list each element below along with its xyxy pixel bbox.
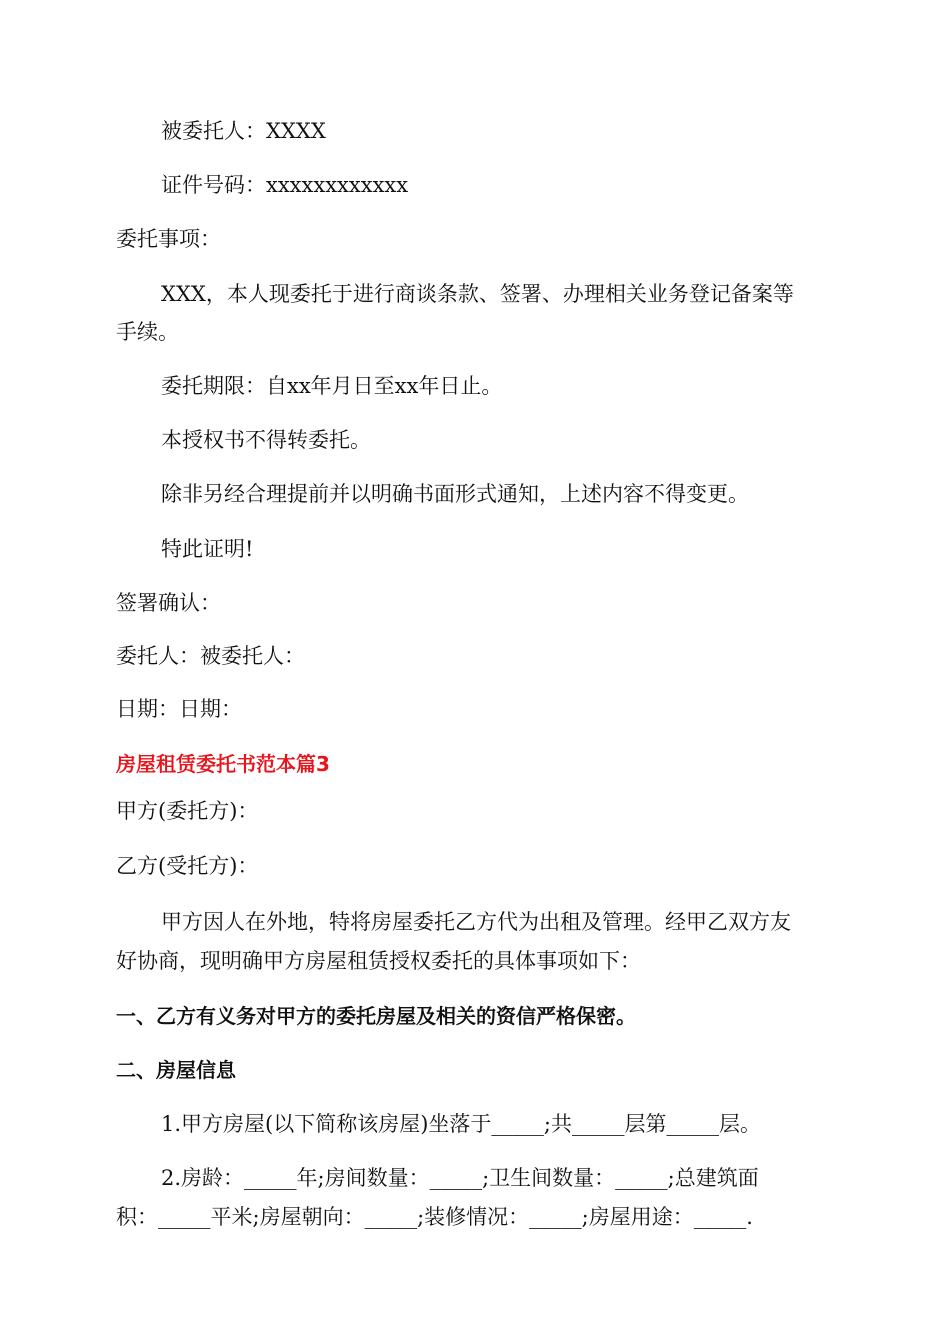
item-1: 1.甲方房屋(以下简称该房屋)坐落于_____;共_____层第_____层。 <box>161 1112 761 1136</box>
matters-line-2: 手续。 <box>116 320 179 344</box>
id-number-line: 证件号码：xxxxxxxxxxxx <box>161 173 409 197</box>
clause-1: 一、乙方有义务对甲方的委托房屋及相关的资信严格保密。 <box>116 1004 636 1028</box>
section-heading: 房屋租赁委托书范本篇3 <box>116 752 330 776</box>
no-transfer-line: 本授权书不得转委托。 <box>161 428 371 452</box>
item-2-line-2: 积：_____平米;房屋朝向：_____;装修情况：_____;房屋用途：_____. <box>116 1205 753 1229</box>
period-line: 委托期限：自xx年月日至xx年日止。 <box>161 374 503 398</box>
change-line: 除非另经合理提前并以明确书面形式通知，上述内容不得变更。 <box>161 482 749 506</box>
intro-line-1: 甲方因人在外地，特将房屋委托乙方代为出租及管理。经甲乙双方友 <box>161 910 791 934</box>
clause-2: 二、房屋信息 <box>116 1058 236 1082</box>
party-a-line: 甲方(委托方)： <box>116 799 259 823</box>
certify-line: 特此证明! <box>161 537 254 561</box>
date-line: 日期：日期： <box>116 697 242 721</box>
matters-line-1: XXX，本人现委托于进行商谈条款、签署、办理相关业务登记备案等 <box>161 282 794 306</box>
matters-label: 委托事项： <box>116 227 221 251</box>
party-b-line: 乙方(受托方)： <box>116 854 259 878</box>
item-2-line-1: 2.房龄：_____年;房间数量：_____;卫生间数量：_____;总建筑面 <box>161 1166 759 1190</box>
trustee-line: 被委托人：XXXX <box>161 119 326 143</box>
intro-line-2: 好协商，现明确甲方房屋租赁授权委托的具体事项如下： <box>116 949 641 973</box>
signature-label: 签署确认： <box>116 591 221 615</box>
parties-line: 委托人：被委托人： <box>116 644 305 668</box>
